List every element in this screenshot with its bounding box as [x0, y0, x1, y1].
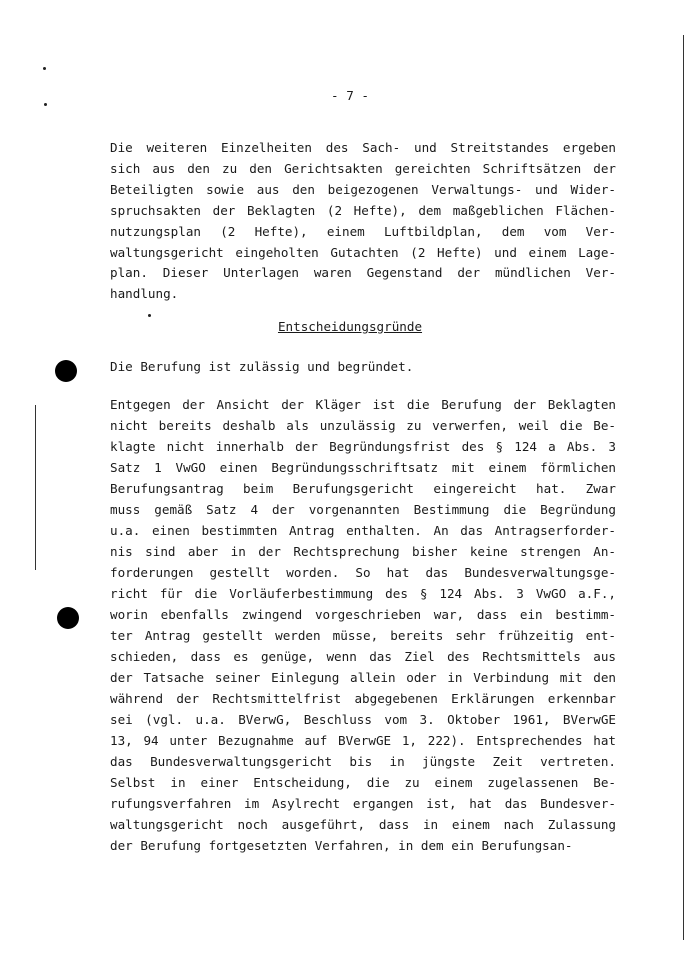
text-line: 13, 94 unter Bezugnahme auf BVerwGE 1, 222). Entsprechendes hat	[110, 733, 616, 748]
text-line: forderungen gestellt worden. So hat das Bundesverwaltungsge-	[110, 565, 616, 580]
text-line: waltungsgericht eingeholten Gutachten (2 Hefte) und einem Lage-	[110, 244, 616, 260]
punch-hole-bottom	[57, 607, 79, 629]
text-line: Berufungsantrag beim Berufungsgericht eingereicht hat. Zwar	[110, 481, 616, 496]
text-line: ter Antrag gestellt werden müsse, bereits sehr frühzeitig ent-	[110, 628, 616, 643]
text-line: Die weiteren Einzelheiten des Sach- und Streitstandes ergeben	[110, 140, 616, 155]
text-line: während der Rechtsmittelfrist abgegebenen Erklärungen erkennbar	[110, 691, 616, 706]
text-line: waltungsgericht noch ausgeführt, dass in einem nach Zulassung	[110, 817, 616, 832]
text-line: Selbst in einer Entscheidung, die zu einem zugelassenen Be-	[110, 775, 616, 790]
text-line: nutzungsplan (2 Hefte), einem Luftbildplan, dem vom Ver-	[110, 223, 616, 239]
left-margin-line	[35, 405, 36, 570]
text-line: spruchsakten der Beklagten (2 Hefte), dem maßgeblichen Flächen-	[110, 202, 616, 218]
right-margin-line	[683, 35, 684, 940]
punch-hole-top	[55, 360, 77, 382]
text-line: klagte nicht innerhalb der Begründungsfrist des § 124 a Abs. 3	[110, 439, 616, 454]
scan-speck	[43, 67, 46, 70]
text-line: das Bundesverwaltungsgericht bis in jüngste Zeit vertreten.	[110, 754, 616, 769]
text-line: schieden, dass es genüge, wenn das Ziel des Rechtsmittels aus	[110, 649, 616, 664]
text-line: handlung.	[110, 286, 179, 302]
text-line: Satz 1 VwGO einen Begründungsschriftsatz mit einem förmlichen	[110, 460, 616, 475]
scan-speck	[44, 103, 47, 106]
text-line: Entgegen der Ansicht der Kläger ist die Berufung der Beklagten	[110, 397, 616, 412]
section-heading: Entscheidungsgründe	[277, 319, 423, 334]
text-line: Die Berufung ist zulässig und begründet.	[110, 359, 414, 374]
text-line: plan. Dieser Unterlagen waren Gegenstand der mündlichen Ver-	[110, 265, 616, 281]
text-line: worin ebenfalls zwingend vorgeschrieben war, dass ein bestimm-	[110, 607, 616, 622]
text-line: u.a. einen bestimmten Antrag enthalten. An das Antragserforder-	[110, 523, 616, 538]
page-number: - 7 -	[331, 88, 369, 103]
text-line: nicht bereits deshalb als unzulässig zu verwerfen, weil die Be-	[110, 418, 616, 433]
text-line: sei (vgl. u.a. BVerwG, Beschluss vom 3. Oktober 1961, BVerwGE	[110, 712, 616, 727]
text-line: rufungsverfahren im Asylrecht ergangen ist, hat das Bundesver-	[110, 796, 616, 811]
text-line: der Berufung fortgesetzten Verfahren, in dem ein Berufungsan-	[110, 838, 573, 853]
text-line: Beteiligten sowie aus den beigezogenen Verwaltungs- und Wider-	[110, 181, 616, 197]
text-line: der Tatsache seiner Einlegung allein oder in Verbindung mit den	[110, 670, 616, 685]
text-line: nis sind aber in der Rechtsprechung bisher keine strengen An-	[110, 544, 616, 559]
text-line: sich aus den zu den Gerichtsakten gereichten Schriftsätzen der	[110, 160, 616, 176]
text-line: richt für die Vorläuferbestimmung des § 124 Abs. 3 VwGO a.F.,	[110, 586, 616, 601]
text-line: muss gemäß Satz 4 der vorgenannten Bestimmung die Begründung	[110, 502, 616, 517]
scan-speck	[148, 314, 151, 317]
